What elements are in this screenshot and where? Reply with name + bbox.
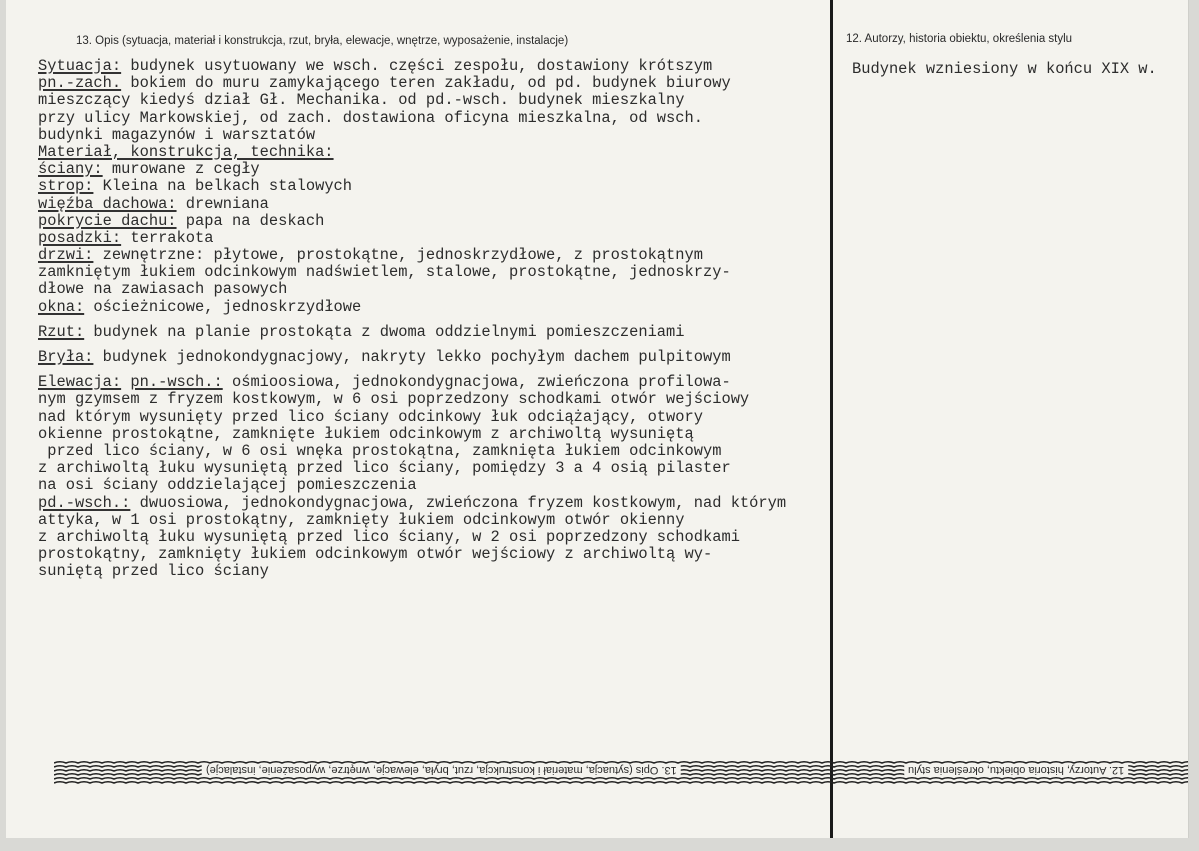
field-label: pn.-wsch.:: [130, 373, 223, 392]
field-label: drzwi:: [38, 246, 94, 265]
description-line: [38, 563, 828, 580]
field-label: posadzki:: [38, 228, 122, 247]
section-12-header: 12. Autorzy, historia obiektu, określenia stylu: [846, 33, 1073, 45]
field-label: pokrycie dachu:: [38, 211, 177, 230]
field-label: pd.-wsch.:: [38, 493, 131, 512]
description-line: [38, 426, 828, 443]
description-line: [38, 75, 828, 92]
field-text: suniętą przed lico ściany: [38, 562, 269, 581]
field-text: bokiem do muru zamykającego teren zakładu, od pd. budynek biurowy: [121, 74, 731, 93]
field-text: przy ulicy Markowskiej, od zach. dostawiona oficyna mieszkalna, od wsch.: [38, 108, 703, 127]
wave-line: [54, 778, 1188, 779]
wave-line: [54, 782, 1188, 783]
field-text: murowane z cegły: [102, 160, 260, 179]
description-line: [38, 247, 828, 264]
description-line: [38, 281, 828, 298]
description-line: [38, 58, 828, 75]
description-line: [38, 324, 828, 341]
description-line: [38, 349, 828, 366]
description-text: [38, 58, 828, 580]
field-text: nad którym wysunięty przed lico ściany odcinkowy łuk odciążający, otwory: [38, 407, 703, 426]
mirrored-section-13-header: 13. Opis (sytuacja, materiał i konstrukcja, rzut, bryła, elewacje, wnętrze, wyposażenie, instalacje): [202, 764, 681, 776]
field-text: okienne prostokątne, zamknięte łukiem odcinkowym z archiwoltą wysuniętą: [38, 424, 694, 443]
field-text: zewnętrzne: płytowe, prostokątne, jednoskrzydłowe, z prostokątnym: [93, 246, 703, 265]
field-text: ośmioosiowa, jednokondygnacjowa, zwieńczona profilowa-: [222, 373, 731, 392]
field-label: Materiał, konstrukcja, technika:: [38, 142, 334, 161]
description-line: [38, 213, 828, 230]
description-line: [38, 529, 828, 546]
description-line: [38, 460, 828, 477]
description-line: [38, 546, 828, 563]
description-line: [38, 110, 828, 127]
field-text: nym gzymsem z fryzem kostkowym, w 6 osi poprzedzony schodkami otwór wejściowy: [38, 390, 750, 409]
column-divider: [830, 0, 833, 838]
description-line: [38, 409, 828, 426]
field-text: budynki magazynów i warsztatów: [38, 125, 316, 144]
description-line: [38, 495, 828, 512]
field-text: zamkniętym łukiem odcinkowym nadświetlem, stalowe, prostokątne, jednoskrzy-: [38, 263, 731, 282]
description-line: [38, 161, 828, 178]
field-text: attyka, w 1 osi prostokątny, zamknięty łukiem odcinkowym otwór okienny: [38, 510, 685, 529]
wave-line: [54, 762, 1188, 763]
field-text: mieszczący kiedyś dział Gł. Mechanika. od pd.-wsch. budynek mieszkalny: [38, 91, 685, 110]
field-text: budynek usytuowany we wsch. części zespołu, dostawiony krótszym: [121, 57, 713, 75]
section-13-header: 13. Opis (sytuacja, materiał i konstrukcja, rzut, bryła, elewacje, wnętrze, wyposażenie, instalacje): [76, 35, 569, 47]
description-line: [38, 196, 828, 213]
description-line: [38, 92, 828, 109]
field-text: z archiwoltą łuku wysuniętą przed lico ściany, pomiędzy 3 a 4 osią pilaster: [38, 459, 731, 478]
field-label: Rzut:: [38, 322, 85, 341]
field-text: z archiwoltą łuku wysuniętą przed lico ściany, w 2 osi poprzedzony schodkami: [38, 527, 740, 546]
card-sheet: [6, 0, 1189, 838]
field-label: Sytuacja:: [38, 57, 122, 75]
field-text: budynek jednokondygnacjowy, nakryty lekko pochyłym dachem pulpitowym: [93, 348, 731, 366]
field-text: drewniana: [176, 194, 269, 213]
field-text: przed lico ściany, w 6 osi wnęka prostokątna, zamknięta łukiem odcinkowym: [38, 441, 722, 460]
field-label: Elewacja:: [38, 373, 122, 392]
field-text: prostokątny, zamknięty łukiem odcinkowym otwór wejściowy z archiwoltą wy-: [38, 545, 713, 564]
description-line: [38, 178, 828, 195]
field-label: więźba dachowa:: [38, 194, 177, 213]
field-text: dłowe na zawiasach pasowych: [38, 280, 288, 299]
description-line: [38, 443, 828, 460]
description-line: [38, 144, 828, 161]
field-text: ościeżnicowe, jednoskrzydłowe: [84, 297, 362, 316]
mirrored-section-12-header: 12. Autorzy, historia obiektu, określenia stylu: [904, 764, 1128, 776]
history-text: Budynek wzniesiony w końcu XIX w.: [852, 60, 1157, 78]
field-label: strop:: [38, 177, 94, 196]
field-label: ściany:: [38, 160, 103, 179]
description-line: [38, 230, 828, 247]
field-label: pn.-zach.: [38, 74, 122, 93]
description-line: [38, 391, 828, 408]
description-line: [38, 299, 828, 316]
field-text: terrakota: [121, 228, 214, 247]
field-text: [121, 373, 130, 391]
description-line: [38, 127, 828, 144]
field-text: dwuosiowa, jednokondygnacjowa, zwieńczona fryzem kostkowym, nad którym: [130, 493, 787, 512]
field-text: na osi ściany oddzielającej pomieszczenia: [38, 476, 417, 495]
field-text: Kleina na belkach stalowych: [93, 177, 353, 196]
description-line: [38, 477, 828, 494]
field-label: okna:: [38, 297, 85, 316]
field-text: budynek na planie prostokąta z dwoma oddzielnymi pomieszczeniami: [84, 322, 685, 341]
description-line: [38, 374, 828, 391]
field-text: papa na deskach: [176, 211, 325, 230]
field-label: Bryła:: [38, 348, 94, 366]
description-line: [38, 512, 828, 529]
description-line: [38, 264, 828, 281]
